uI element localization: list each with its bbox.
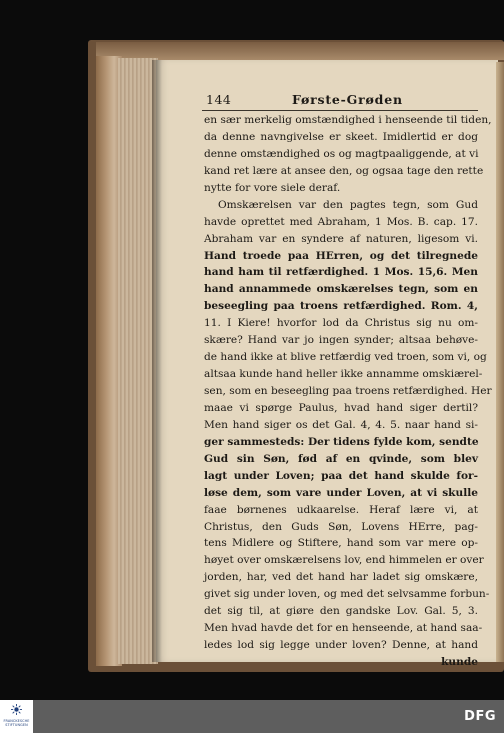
spine-shadow <box>152 60 162 662</box>
page-header <box>206 92 478 110</box>
text-line: Christus, den Guds Søn, Lovens HErre, pag- <box>204 520 478 533</box>
body-text <box>204 112 492 671</box>
text-line: Hand troede paa HErren, og det tilregnede <box>204 249 478 262</box>
text-line: det sig til, at giøre den gandske Lov. Gal. 5, 3. <box>204 605 478 618</box>
text-line: en sær merkelig omstændighed i henseende til tiden, <box>204 114 492 126</box>
header-rule <box>202 110 478 111</box>
text-line: skære? Hand var jo ingen synder; altsaa behøve- <box>204 334 478 347</box>
text-line: denne omstændighed os og magtpaaliggende, at vi <box>204 147 479 160</box>
text-line: sen, som en beseegling paa troens retfærdighed. Her <box>204 385 492 397</box>
page-number: 144 <box>206 92 232 107</box>
text-line: lagt under Loven; paa det hand skulde for- <box>204 469 478 482</box>
text-line: Omskærelsen var den pagtes tegn, som Gud <box>218 198 478 211</box>
text-line: høyet over omskærelsens lov, end himmelen er over <box>204 554 484 567</box>
right-page-edge <box>496 62 504 662</box>
catchword: kunde <box>441 656 478 668</box>
text-line: da denne navngivelse er skeet. Imidlertid er dog <box>204 130 478 143</box>
logo-label <box>1 719 32 727</box>
running-title: Første-Grøden <box>292 92 403 107</box>
text-line: faae børnenes udkaarelse. Heraf lære vi, at <box>204 503 478 516</box>
text-line: beseegling paa troens retfærdighed. Rom. 4, <box>204 300 478 313</box>
text-line: hand annammede omskærelses tegn, som en <box>204 283 478 296</box>
text-line: givet sig under loven, og med det selvsamme forbun- <box>204 588 490 601</box>
text-line: Men hand siger os det Gal. 4, 4. 5. naar hand si- <box>204 418 478 431</box>
text-line: 11. I Kiere! hvorfor lod da Christus sig nu om- <box>204 317 478 330</box>
text-line: ledes lod sig legge under loven? Denne, at hand <box>204 639 478 652</box>
text-line: Abraham var en syndere af naturen, ligesom vi. <box>204 232 478 245</box>
text-line: tens Midlere og Stiftere, hand som var mere op- <box>204 537 478 550</box>
institution-logo[interactable] <box>0 700 33 733</box>
text-line: Men hvad havde det for en henseende, at hand saa- <box>204 622 483 635</box>
viewer-footer <box>0 700 504 733</box>
text-line: maae vi spørge Paulus, hvad hand siger dertil? <box>204 401 478 414</box>
text-line: nytte for vore siele deraf. <box>204 181 341 194</box>
text-line: Gud sin Søn, fød af en qvinde, som blev <box>204 452 478 465</box>
text-line: løse dem, som vare under Loven, at vi skulle <box>204 486 478 499</box>
text-line: altsaa kunde hand heller ikke annamme omskiærel- <box>204 368 483 381</box>
text-line: havde oprettet med Abraham, 1 Mos. B. cap. 17. <box>204 215 478 228</box>
text-line: kand ret lære at ansee den, og ogsaa tage den rette <box>204 164 484 177</box>
logo-label-line: STIFTUNGEN <box>5 723 28 727</box>
text-line: jorden, har, ved det hand har ladet sig omskære, <box>204 571 478 584</box>
dfg-logo[interactable]: DFG <box>464 709 496 724</box>
text-line: de hand ikke at blive retfærdig ved troen, som vi, og <box>204 351 487 364</box>
logo-label-line: FRANCKESCHE <box>3 719 30 723</box>
text-line: ger sammesteds: Der tidens fylde kom, sendte <box>204 435 479 448</box>
eagle-sun-icon <box>11 704 22 715</box>
text-line: hand ham til retfærdighed. 1 Mos. 15,6. Men <box>204 266 478 279</box>
